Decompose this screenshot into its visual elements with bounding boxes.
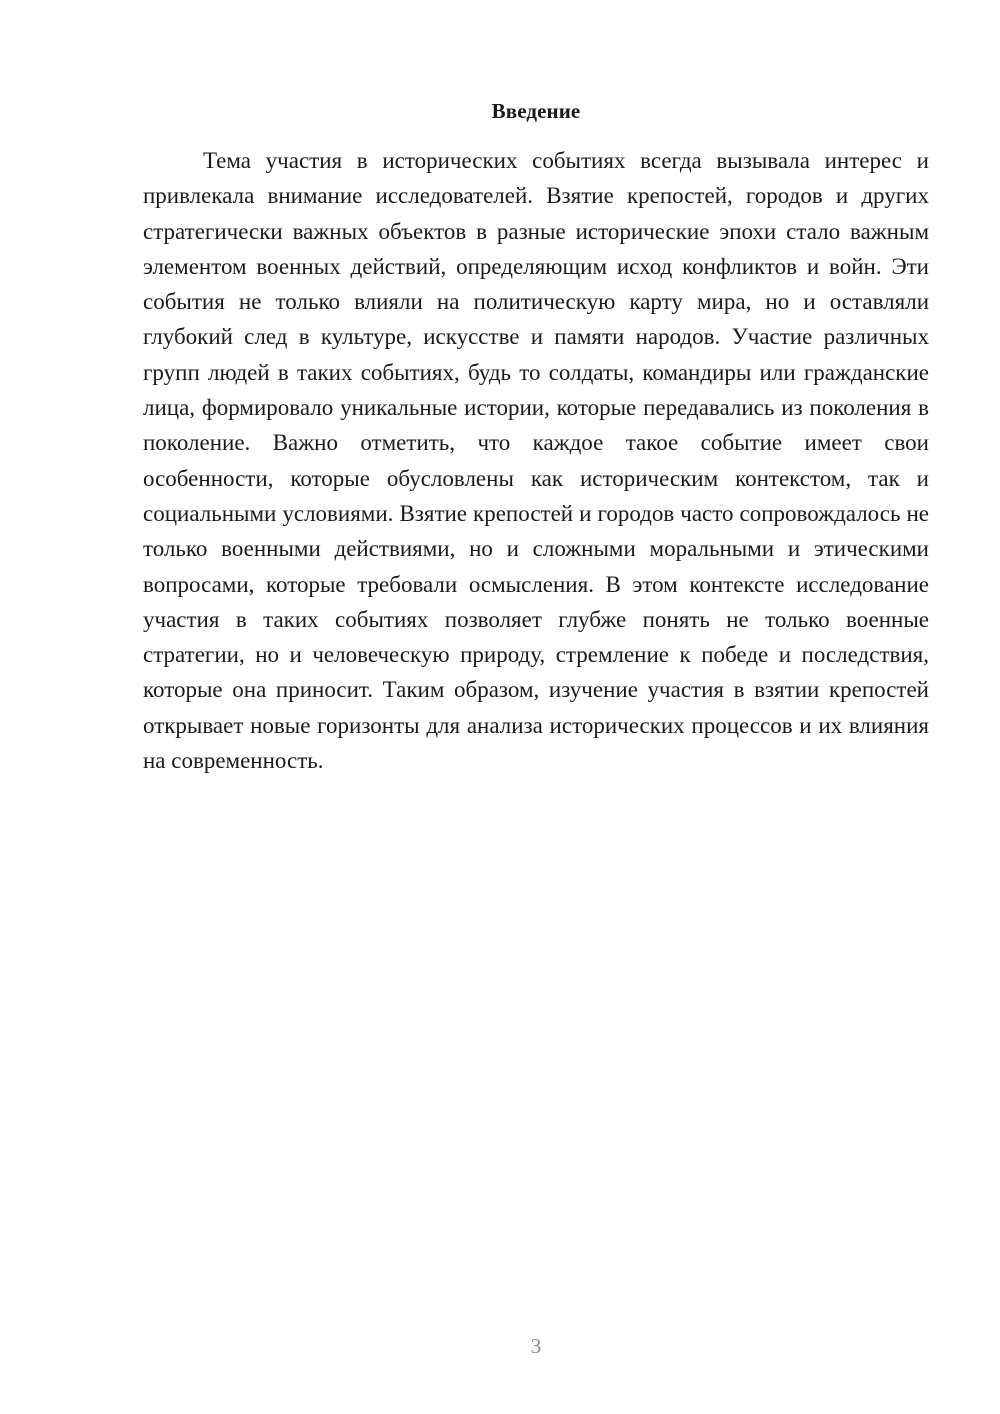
body-paragraph: Тема участия в исторических событиях всегда вызывала интерес и привлекала внимание исследователей. Взятие крепостей, городов и других стратегически важных объектов в разные исторические эпохи стало важным элементом военных действий, определяющим исход конфликтов и войн. Эти события не только влияли на политическую карту мира, но и оставляли глубокий след в культуре, искусстве и памяти народов. Участие различных групп людей в таких событиях, будь то солдаты, командиры или гражданские лица, формировало уникальные истории, которые передавались из поколения в поколение. Важно отметить, что каждое такое событие имеет свои особенности, которые обусловлены как историческим контекстом, так и социальными условиями. Взятие крепостей и городов часто сопровождалось не только военными действиями, но и сложными моральными и этическими вопросами, которые требовали осмысления. В этом контексте исследование участия в таких событиях позволяет глубже понять не только военные стратегии, но и человеческую природу, стремление к победе и последствия, которые она приносит. Таким образом, изучение участия в взятии крепостей открывает новые горизонты для анализа исторических процессов и их влияния на современность. bbox=[143, 148, 929, 774]
section-title: Введение bbox=[491, 99, 581, 123]
page-number: 3 bbox=[530, 1334, 542, 1358]
